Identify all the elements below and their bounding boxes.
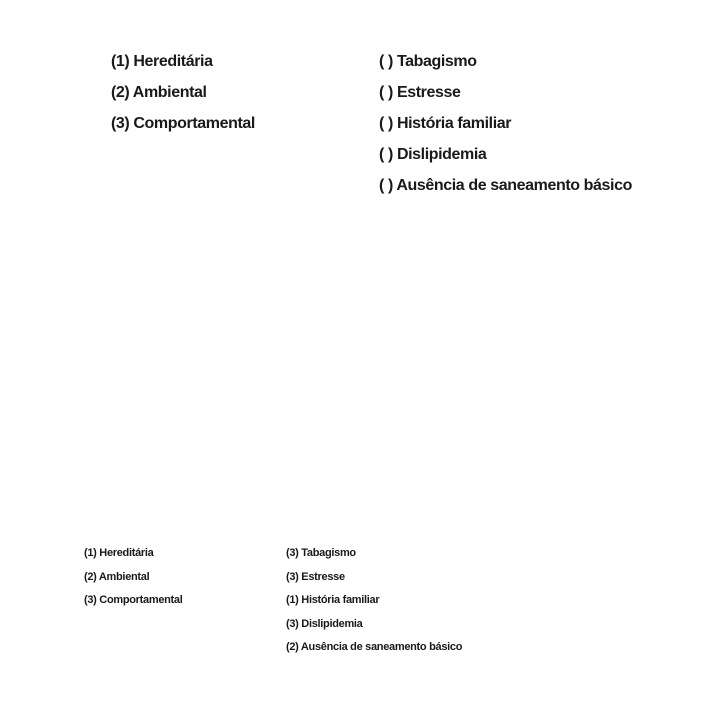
answer-factor-item: (2) Ausência de saneamento básico — [286, 641, 463, 653]
answer-category-item: (2) Ambiental — [84, 570, 150, 583]
answer-category-item: (1) Hereditária — [84, 547, 154, 559]
factors-column — [379, 52, 632, 207]
factor-item: ( ) Ausência de saneamento básico — [379, 177, 632, 194]
factor-item: ( ) Tabagismo — [379, 53, 477, 70]
answer-factor-item: (3) Dislipidemia — [286, 617, 363, 630]
category-item: (2) Ambiental — [111, 84, 207, 101]
answer-factor-item: (1) História familiar — [286, 594, 380, 606]
answer-factor-item: (3) Tabagismo — [286, 547, 356, 559]
category-item: (1) Hereditária — [111, 53, 213, 70]
factor-item: ( ) Estresse — [379, 84, 461, 101]
category-item: (3) Comportamental — [111, 115, 255, 132]
answer-category-item: (3) Comportamental — [84, 594, 183, 606]
categories-column — [111, 52, 255, 145]
answer-categories-column — [84, 546, 183, 617]
answer-factor-item: (3) Estresse — [286, 570, 345, 583]
factor-item: ( ) História familiar — [379, 115, 512, 132]
answer-factors-column — [286, 546, 462, 664]
factor-item: ( ) Dislipidemia — [379, 146, 487, 163]
